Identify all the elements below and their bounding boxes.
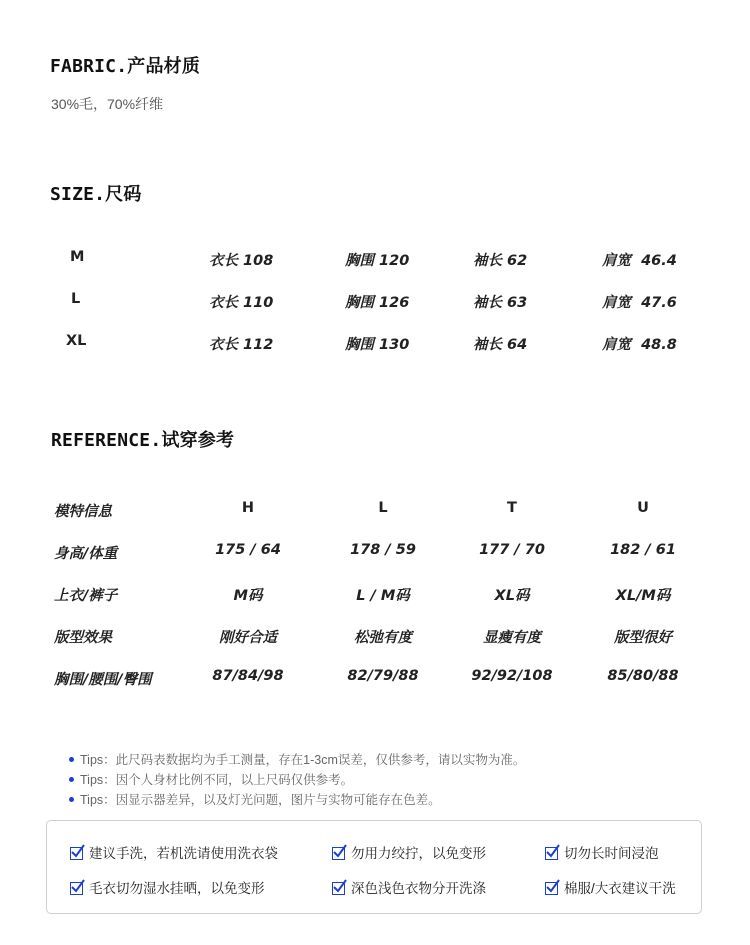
care-text: 切勿长时间浸泡 xyxy=(564,846,659,861)
model-fit: 松弛有度 xyxy=(354,630,412,646)
fabric-title: FABRIC.产品材质 xyxy=(50,56,201,77)
care-text: 毛衣切勿湿水挂晒，以免变形 xyxy=(89,881,265,896)
size-chest: 胸围 130 xyxy=(345,337,410,353)
reference-title: REFERENCE.试穿参考 xyxy=(51,430,235,451)
ref-label-fit: 版型效果 xyxy=(54,630,112,646)
checkbox-checked-icon xyxy=(332,847,345,860)
model-name: U xyxy=(637,500,649,516)
model-height-weight: 177 / 70 xyxy=(479,542,545,558)
ref-label-model: 模特信息 xyxy=(54,504,112,520)
care-item xyxy=(545,842,659,862)
size-sleeve: 袖长 63 xyxy=(473,295,528,311)
model-measurements: 92/92/108 xyxy=(471,668,553,684)
care-item xyxy=(332,842,486,862)
size-chest: 胸围 126 xyxy=(345,295,410,311)
size-sleeve: 袖长 64 xyxy=(473,337,528,353)
model-name: T xyxy=(507,500,517,516)
model-measurements: 82/79/88 xyxy=(347,668,419,684)
model-top-pants: XL/M码 xyxy=(615,588,671,604)
size-shoulder: 肩宽 46.4 xyxy=(602,253,677,269)
bullet-icon xyxy=(69,757,74,762)
model-height-weight: 178 / 59 xyxy=(350,542,416,558)
checkbox-checked-icon xyxy=(332,882,345,895)
care-text: 建议手洗，若机洗请使用洗衣袋 xyxy=(89,846,278,861)
care-item xyxy=(70,842,278,862)
fabric-composition: 30%毛，70%纤维 xyxy=(51,96,164,112)
bullet-icon xyxy=(69,797,74,802)
checkbox-checked-icon xyxy=(545,847,558,860)
model-fit: 版型很好 xyxy=(614,630,672,646)
tip-text: Tips：因显示器差异，以及灯光问题，图片与实物可能存在色差。 xyxy=(80,793,441,807)
checkbox-checked-icon xyxy=(545,882,558,895)
tip-item xyxy=(69,770,353,788)
checkbox-checked-icon xyxy=(70,847,83,860)
model-measurements: 85/80/88 xyxy=(607,668,679,684)
tip-text: Tips：此尺码表数据均为手工测量，存在1-3cm误差，仅供参考，请以实物为准。 xyxy=(80,753,526,767)
care-item xyxy=(332,877,486,897)
size-chest: 胸围 120 xyxy=(345,253,410,269)
model-height-weight: 182 / 61 xyxy=(610,542,676,558)
model-top-pants: L / M码 xyxy=(356,588,410,604)
size-shoulder: 肩宽 47.6 xyxy=(602,295,677,311)
model-fit: 刚好合适 xyxy=(219,630,277,646)
care-instructions-box xyxy=(46,820,702,914)
model-name: L xyxy=(378,500,388,516)
ref-label-height-weight: 身高/体重 xyxy=(54,546,118,562)
size-label: M xyxy=(70,249,85,265)
model-fit: 显瘦有度 xyxy=(483,630,541,646)
size-shoulder: 肩宽 48.8 xyxy=(602,337,677,353)
size-length: 衣长 108 xyxy=(209,253,274,269)
size-label: XL xyxy=(66,333,87,349)
model-top-pants: XL码 xyxy=(494,588,530,604)
size-length: 衣长 112 xyxy=(209,337,274,353)
tip-text: Tips：因个人身材比例不同，以上尺码仅供参考。 xyxy=(80,773,354,787)
care-text: 深色浅色衣物分开洗涤 xyxy=(351,881,486,896)
tip-item xyxy=(69,790,441,808)
care-item xyxy=(70,877,265,897)
tip-item xyxy=(69,750,525,768)
size-sleeve: 袖长 62 xyxy=(473,253,528,269)
model-measurements: 87/84/98 xyxy=(212,668,284,684)
ref-label-top-pants: 上衣/裤子 xyxy=(54,588,118,604)
model-height-weight: 175 / 64 xyxy=(215,542,281,558)
care-item xyxy=(545,877,676,897)
ref-label-measurements: 胸围/腰围/臀围 xyxy=(54,672,152,688)
bullet-icon xyxy=(69,777,74,782)
care-text: 棉服/大衣建议干洗 xyxy=(564,881,676,896)
size-title: SIZE.尺码 xyxy=(50,184,142,205)
checkbox-checked-icon xyxy=(70,882,83,895)
model-top-pants: M码 xyxy=(233,588,263,604)
size-label: L xyxy=(71,291,81,307)
model-name: H xyxy=(241,500,255,516)
care-text: 勿用力绞拧，以免变形 xyxy=(351,846,486,861)
size-length: 衣长 110 xyxy=(209,295,274,311)
